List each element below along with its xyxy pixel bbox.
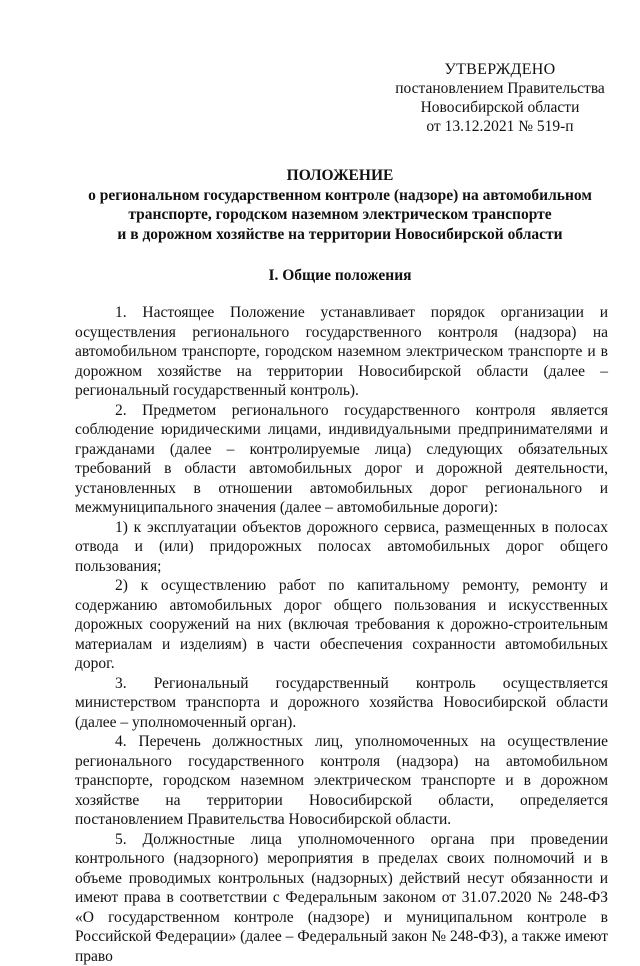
paragraph-1: 1. Настоящее Положение устанавливает порядок организации и осуществления регионального государственного контроля (надзора) на автомобильном транспорте, городском наземном электрическом транспорте и в дорожном хозяйстве на территории Новосибирской области (далее – региональный государственный контроль). — [75, 303, 608, 401]
title-line-4: и в дорожном хозяйстве на территории Новосибирской области — [60, 225, 620, 245]
approval-line-decree: постановлением Правительства — [380, 79, 620, 98]
approval-line-date: от 13.12.2021 № 519-п — [380, 117, 620, 136]
approval-line-region: Новосибирской области — [380, 98, 620, 117]
paragraph-5: 5. Должностные лица уполномоченного органа при проведении контрольного (надзорного) мероприятия в пределах своих полномочий и в объеме проводимых контрольных (надзорных) действий несут обязанности и имеют права в соответствии с Федеральным законом от 31.07.2020 № 248-ФЗ «О государственном контроле (надзоре) и муниципальном контроле в Российской Федерации» (далее – Федеральный закон № 248-ФЗ), а также имеют право — [75, 830, 608, 966]
title-line-2: о региональном государственном контроле (надзоре) на автомобильном — [60, 186, 620, 206]
paragraph-3: 3. Региональный государственный контроль осуществляется министерством транспорта и дорожного хозяйства Новосибирской области (далее – уполномоченный орган). — [75, 674, 608, 733]
paragraph-2-item-1: 1) к эксплуатации объектов дорожного сервиса, размещенных в полосах отвода и (или) придорожных полосах автомобильных дорог общего пользования; — [75, 518, 608, 577]
title-line-1: ПОЛОЖЕНИЕ — [60, 166, 620, 186]
title-line-3: транспорте, городском наземном электрическом транспорте — [60, 205, 620, 225]
section-heading: I. Общие положения — [60, 267, 620, 285]
paragraph-2-item-2: 2) к осуществлению работ по капитальному ремонту, ремонту и содержанию автомобильных дорог общего пользования и искусственных дорожных сооружений на них (включая требования к дорожно-строительным материалам и изделиям) в части обеспечения сохранности автомобильных дорог. — [75, 576, 608, 674]
paragraph-2: 2. Предметом регионального государственного контроля является соблюдение юридическими лицами, индивидуальными предпринимателями и гражданами (далее – контролируемые лица) следующих обязательных требований в области автомобильных дорог и дорожной деятельности, установленных в отношении автомобильных дорог регионального и межмуниципального значения (далее – автомобильные дороги): — [75, 401, 608, 518]
paragraph-4: 4. Перечень должностных лиц, уполномоченных на осуществление регионального государственного контроля (надзора) на автомобильном транспорте, городском наземном электрическом транспорте и в дорожном хозяйстве на территории Новосибирской области, определяется постановлением Правительства Новосибирской области. — [75, 732, 608, 830]
approval-heading: УТВЕРЖДЕНО — [380, 60, 620, 79]
document-title — [60, 166, 620, 244]
document-body — [75, 303, 608, 966]
approval-stamp — [380, 60, 620, 136]
